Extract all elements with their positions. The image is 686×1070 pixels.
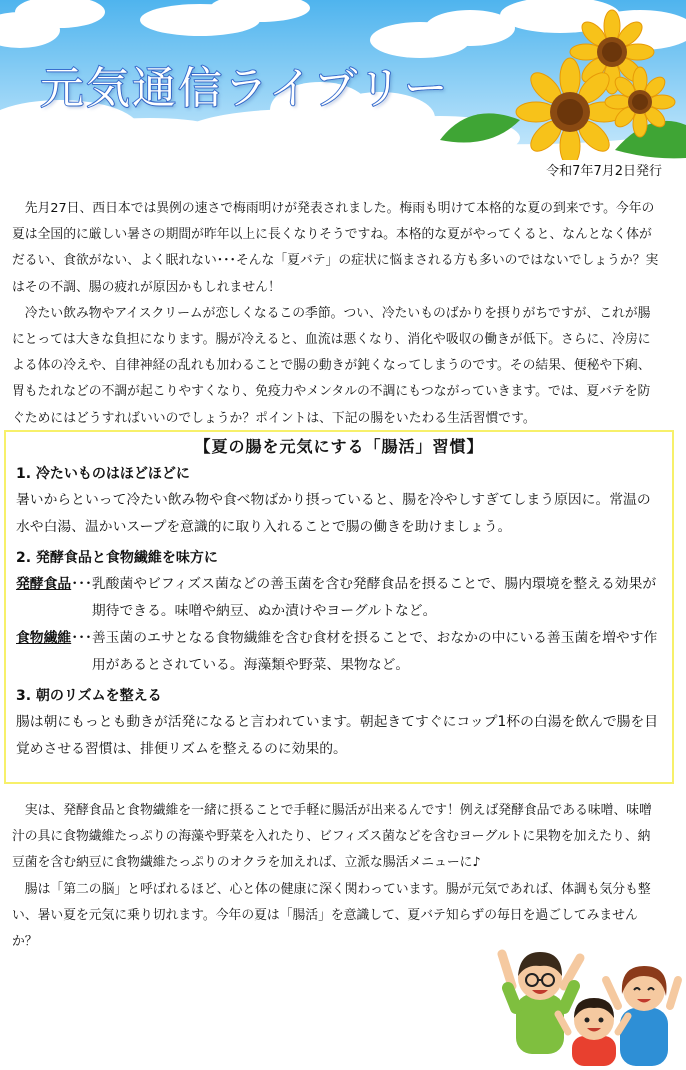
definition-text: 善玉菌のエサとなる食物繊維を含む食材を摂ることで、おなかの中にいる善玉菌を増やす作用があるとされている。海藻類や野菜、果物など。 — [91, 630, 658, 673]
cheering-family-illustration — [494, 936, 684, 1066]
definition-item — [16, 571, 662, 625]
section-heading: 3. 朝のリズムを整える — [16, 688, 162, 704]
box-title: 【夏の腸を元気にする「腸活」習慣】 — [194, 437, 484, 456]
closing-paragraph: 腸は「第二の脳」と呼ばれるほど、心と体の健康に深く関わっています。腸が元気であれば、体調も気分も整い、暑い夏を元気に乗り切れます。今年の夏は「腸活」を意識して、夏バテ知らずの毎日を過ごしてみませんか？ — [12, 881, 651, 950]
intro-paragraph: 先月27日、西日本では異例の速さで梅雨明けが発表されました。梅雨も明けて本格的な夏の到来です。今年の夏は全国的に厳しい暑さの期間が昨年以上に長くなりそうですね。本格的な夏がやってくると、なんとなく体がだるい、食欲がない、よく眠れない･･･そんな「夏バテ」の症状に悩まされる方も多いのではないでしょうか？実はその不調、腸の疲れが原因かもしれません！ — [12, 201, 659, 295]
section-text: 腸は朝にもっとも動きが活発になると言われています。朝起きてすぐにコップ1杯の白湯を飲んで腸を目覚めさせる習慣は、排便リズムを整えるのに効果的。 — [16, 714, 659, 757]
intro-section — [12, 196, 660, 432]
closing-section — [12, 798, 662, 955]
definition-dots: ･･･ — [71, 630, 92, 646]
family-icon — [494, 936, 684, 1066]
section-heading: 2. 発酵食品と食物繊維を味方に — [16, 550, 218, 566]
definition-text: 乳酸菌やビフィズス菌などの善玉菌を含む発酵食品を摂ることで、腸内環境を整える効果が期待できる。味噌や納豆、ぬか漬けやヨーグルトなど。 — [91, 576, 657, 619]
section-heading: 1. 冷たいものはほどほどに — [16, 466, 190, 482]
section-text: 暑いからといって冷たい飲み物や食べ物ばかり摂っていると、腸を冷やしすぎてしまう原因に。常温の水や白湯、温かいスープを意識的に取り入れることで腸の働きを助けましょう。 — [16, 492, 651, 535]
definition-term: 食物繊維 — [16, 630, 72, 646]
closing-paragraph: 実は、発酵食品と食物繊維を一緒に摂ることで手軽に腸活が出来るんです！例えば発酵食品である味噌、味噌汁の具に食物繊維たっぷりの海藻や野菜を入れたり、ビフィズス菌などを含むヨーグルトに果物を加えたり、納豆菌を含む納豆に食物繊維たっぷりのオクラを加えれば、立派な腸活メニューに♪ — [12, 803, 652, 871]
header-banner — [0, 0, 686, 160]
intro-paragraph: 冷たい飲み物やアイスクリームが恋しくなるこの季節。つい、冷たいものばかりを摂りがちですが、これが腸にとっては大きな負担になります。腸が冷えると、血流は悪くなり、消化や吸収の働きが低下。さらに、冷房による体の冷えや、自律神経の乱れも加わることで腸の動きが鈍くなってしまうのです。その結果、便秘や下痢、胃もたれなどの不調が起こりやすくなり、免疫力やメンタルの不調にもつながっていきます。では、夏バテを防ぐためにはどうすればいいのでしょうか？ポイントは、下記の腸をいたわる生活習慣です。 — [12, 305, 651, 426]
definition-dots: ･･･ — [71, 576, 92, 592]
definition-item — [16, 625, 662, 679]
issue-date: 令和7年7月2日発行 — [546, 164, 662, 179]
definition-term: 発酵食品 — [16, 576, 72, 592]
newsletter-title: 元気通信ライブリー — [40, 63, 450, 114]
gut-habits-box — [4, 430, 674, 784]
